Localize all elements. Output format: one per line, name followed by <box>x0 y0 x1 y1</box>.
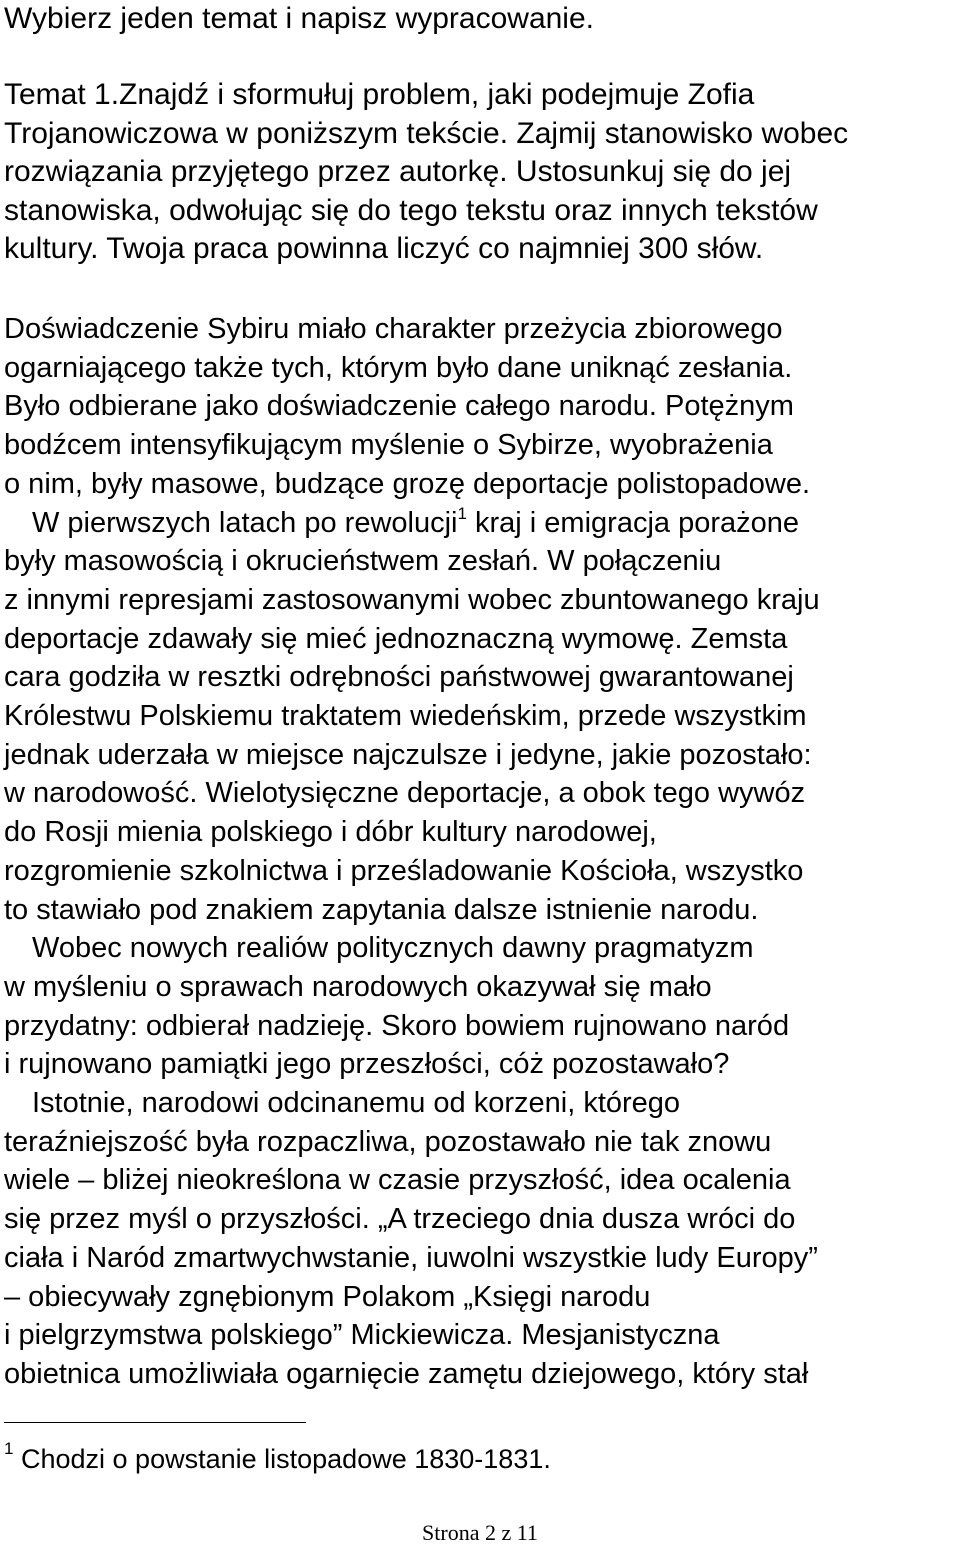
text-line: wiele – bliżej nieokreślona w czasie przyszłość, idea ocalenia <box>4 1164 791 1197</box>
text-line-part: W pierwszych latach po rewolucji <box>32 506 458 539</box>
text-line: się przez myśl o przyszłości. „A trzeciego dnia dusza wróci do <box>4 1203 796 1236</box>
text-line: – obiecywały zgnębionym Polakom „Księgi narodu <box>4 1280 651 1313</box>
essay-topic <box>4 76 956 269</box>
text-line-part: kraj i emigracja porażone <box>475 506 799 539</box>
text-line: obietnica umożliwiała ogarnięcie zamętu dziejowego, który stał <box>4 1357 809 1390</box>
source-text <box>4 310 956 1394</box>
topic-line: Trojanowiczowa w poniższym tekście. Zajmij stanowisko wobec <box>4 116 849 150</box>
text-line: Wobec nowych realiów politycznych dawny pragmatyzm <box>32 932 754 965</box>
text-line: Królestwu Polskiemu traktatem wiedeńskim, przede wszystkim <box>4 700 807 733</box>
text-line: i pielgrzymstwa polskiego” Mickiewicza. Mesjanistyczna <box>4 1319 720 1352</box>
footnote-reference: 1 <box>457 503 467 523</box>
text-line: to stawiało pod znakiem zapytania dalsze istnienie narodu. <box>4 893 759 926</box>
text-line: ciała i Naród zmartwychwstanie, iuwolni wszystkie ludy Europy” <box>4 1241 818 1274</box>
topic-line: rozwiązania przyjętego przez autorkę. Ustosunkuj się do jej <box>4 155 792 188</box>
text-line: rozgromienie szkolnictwa i prześladowanie Kościoła, wszystko <box>4 854 804 887</box>
text-line: z innymi represjami zastosowanymi wobec zbuntowanego kraju <box>4 583 820 616</box>
text-line: teraźniejszość była rozpaczliwa, pozostawało nie tak znowu <box>4 1125 772 1158</box>
text-line: o nim, były masowe, budzące grozę deportacje polistopadowe. <box>4 467 811 500</box>
text-line: bodźcem intensyfikującym myślenie o Sybirze, wyobrażenia <box>4 429 773 462</box>
text-line: Było odbierane jako doświadczenie całego narodu. Potężnym <box>4 390 794 423</box>
essay-instruction: Wybierz jeden temat i napisz wypracowanie. <box>4 2 594 35</box>
text-line: przydatny: odbierał nadzieję. Skoro bowiem rujnowano naród <box>4 1009 790 1042</box>
text-line: Istotnie, narodowi odcinanemu od korzeni, którego <box>32 1087 681 1120</box>
text-line: ogarniającego także tych, którym było dane uniknąć zesłania. <box>4 351 793 384</box>
text-line: do Rosji mienia polskiego i dóbr kultury narodowej, <box>4 816 657 849</box>
page-number: Strona 2 z 11 <box>422 1520 538 1545</box>
text-line: cara godziła w resztki odrębności państwowej gwarantowanej <box>4 661 794 694</box>
text-line: Doświadczenie Sybiru miało charakter przeżycia zbiorowego <box>4 313 783 345</box>
text-line: i rujnowano pamiątki jego przeszłości, cóż pozostawało? <box>4 1048 730 1081</box>
topic-line: Temat 1.Znajdź i sformułuj problem, jaki podejmuje Zofia <box>4 78 755 111</box>
text-line: deportacje zdawały się mieć jednoznaczną wymowę. Zemsta <box>4 622 788 655</box>
footnote-separator <box>4 1422 306 1423</box>
text-line: w narodowość. Wielotysięczne deportacje, a obok tego wywóz <box>4 777 806 810</box>
text-line-with-footnote <box>4 504 956 543</box>
footnote-text: Chodzi o powstanie listopadowe 1830-1831. <box>20 1444 551 1474</box>
topic-line: stanowiska, odwołując się do tego tekstu oraz innych tekstów <box>4 193 818 227</box>
text-line: były masowością i okrucieństwem zesłań. W połączeniu <box>4 545 722 578</box>
topic-line: kultury. Twoja praca powinna liczyć co najmniej 300 słów. <box>4 232 764 265</box>
footnote-number: 1 <box>4 1439 14 1458</box>
text-line: w myśleniu o sprawach narodowych okazywał się mało <box>4 970 712 1003</box>
text-line: jednak uderzała w miejsce najczulsze i jedyne, jakie pozostało: <box>4 738 812 771</box>
footnote <box>4 1439 551 1476</box>
